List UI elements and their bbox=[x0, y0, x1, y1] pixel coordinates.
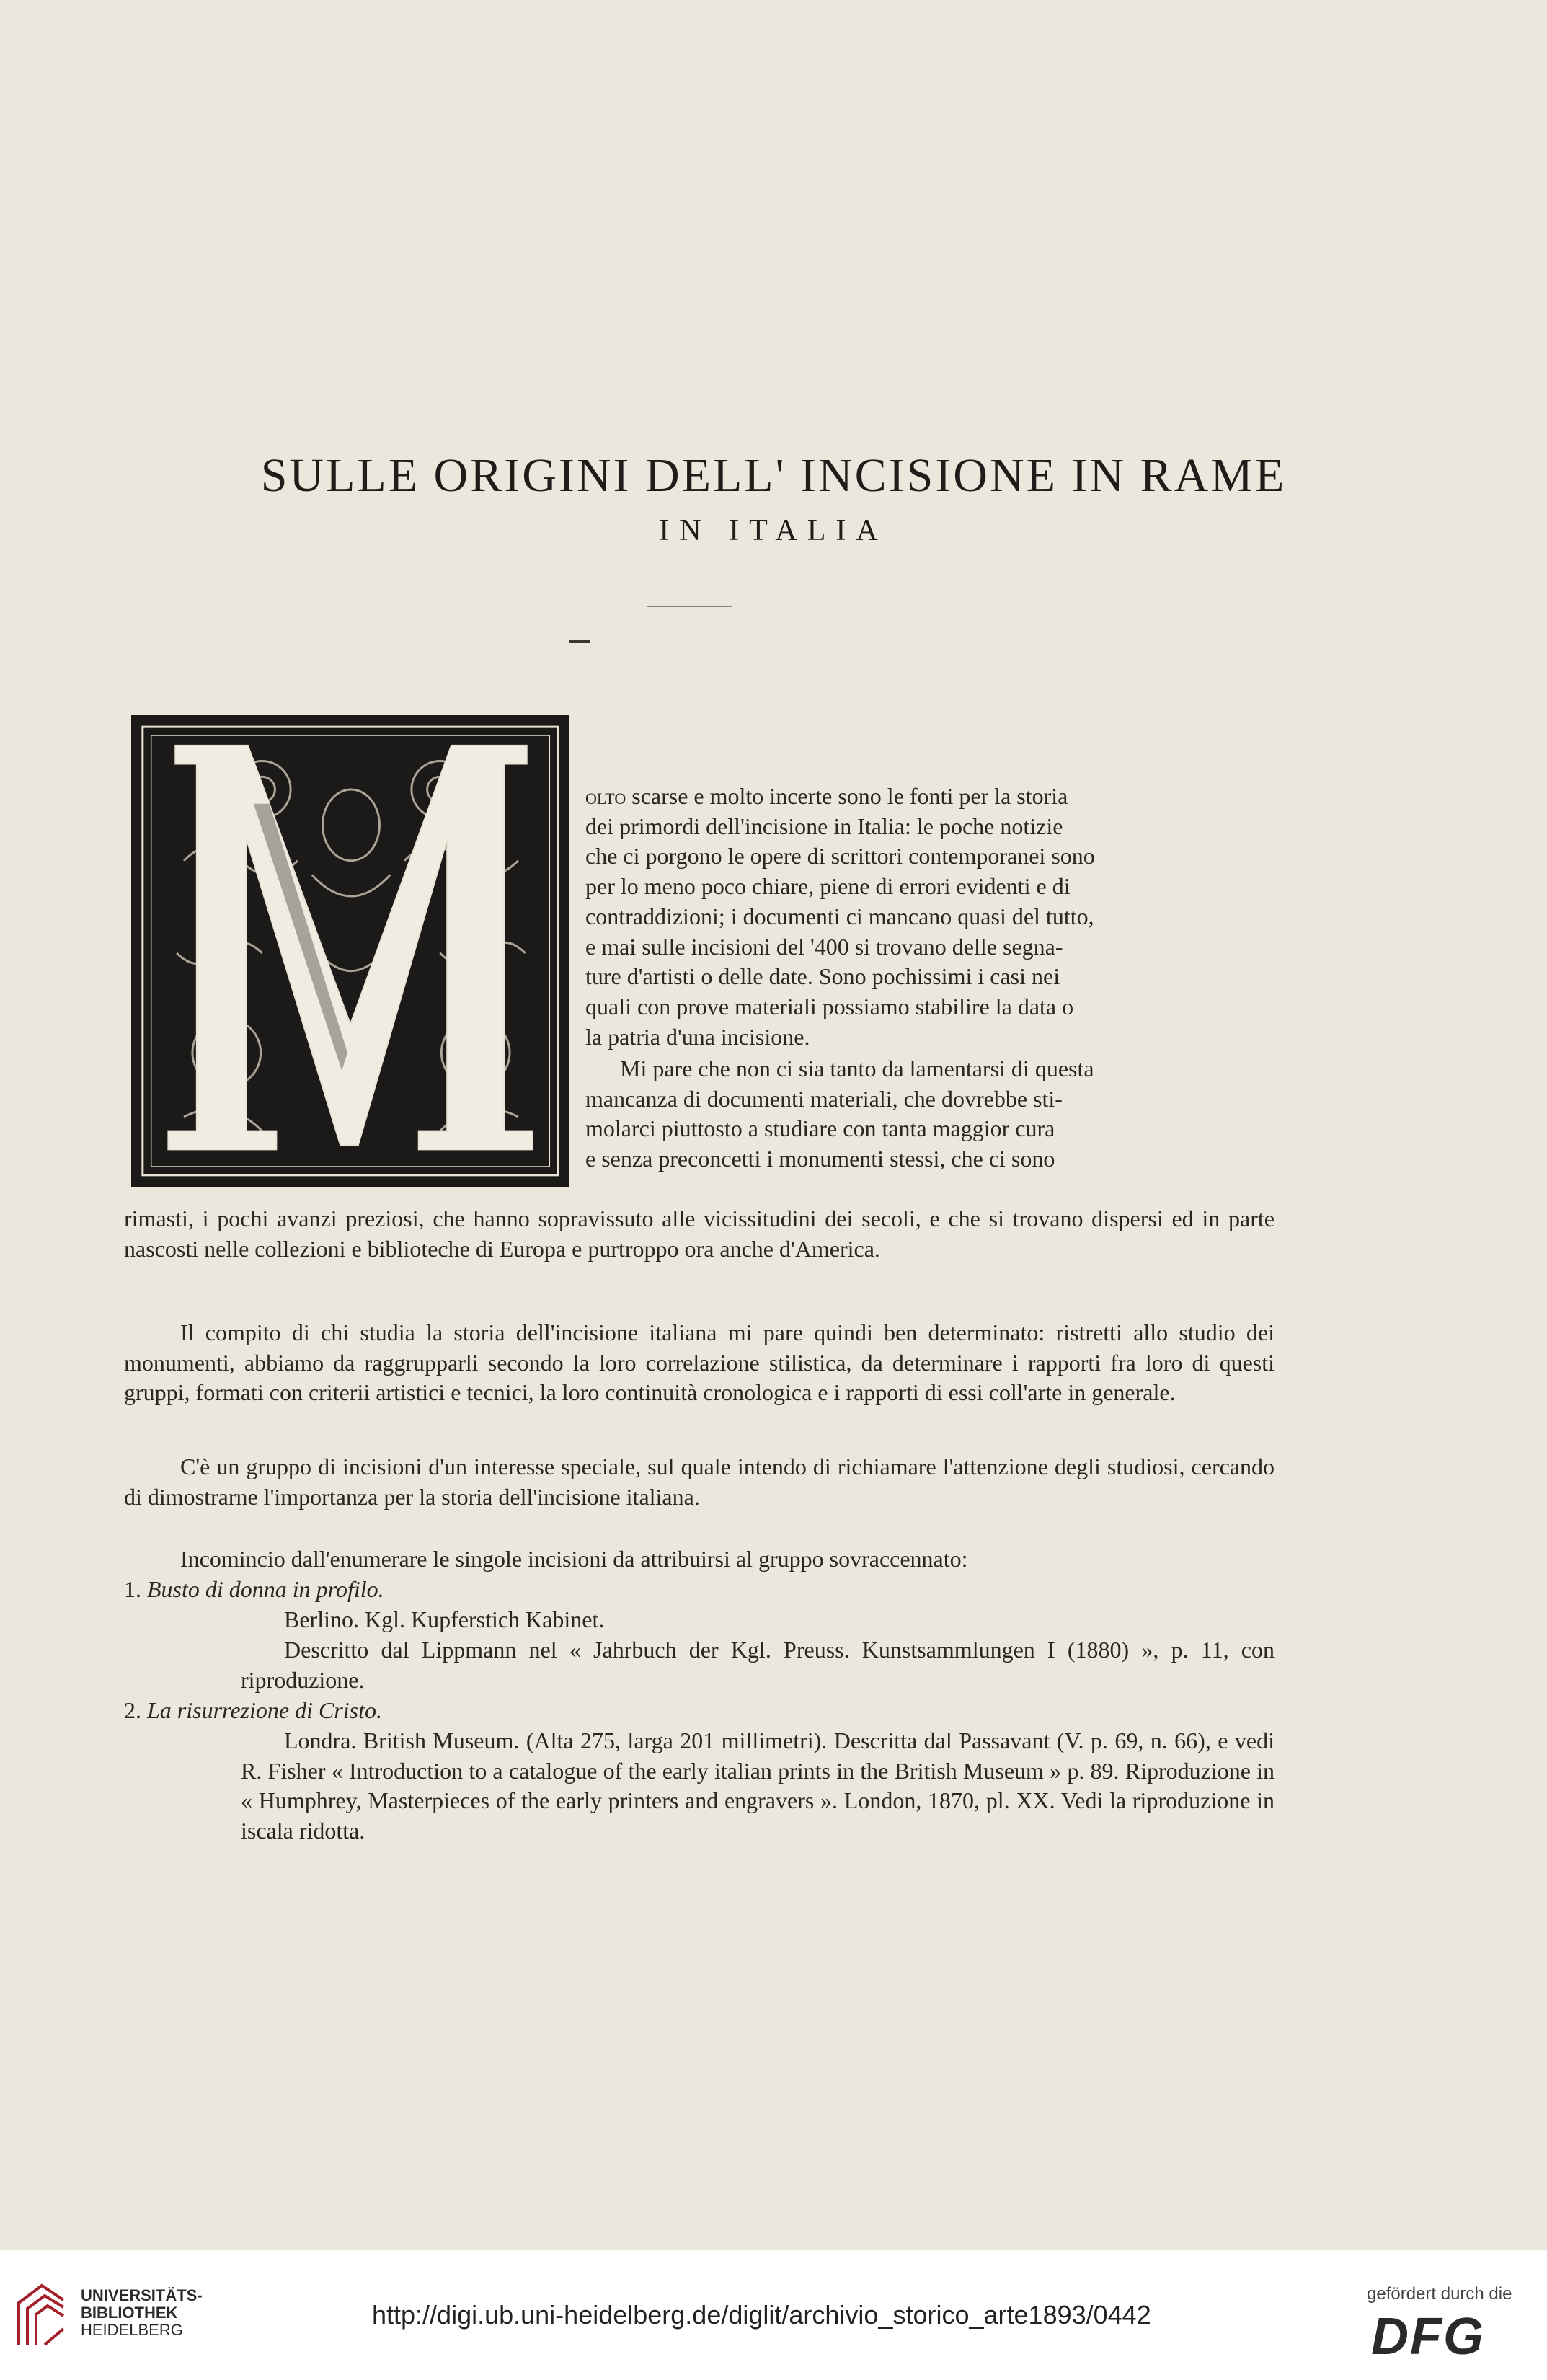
para2-line-4: e senza preconcetti i monumenti stessi, che ci sono bbox=[585, 1146, 1055, 1172]
intro-line-1-text: scarse e molto incerte sono le fonti per la storia bbox=[631, 783, 1068, 809]
intro-paragraph bbox=[585, 782, 1275, 1052]
dfg-logo: DFG bbox=[1371, 2308, 1485, 2366]
entry-2-heading bbox=[124, 1696, 1275, 1726]
paragraph-3: Il compito di chi studia la storia dell'incisione italiana mi pare quindi ben determinato: ristretti allo studio dei monumenti, abbiamo da raggrupparli secondo la loro correlazione stilistica, da determinare i rapporti fra loro di questi gruppi, formati con criterii artistici e tecnici, la loro continuità cronologica e i rapporti di essi coll'arte in generale. bbox=[124, 1319, 1275, 1406]
intro-line-7: ture d'artisti o delle date. Sono pochissimi i casi nei bbox=[585, 963, 1060, 990]
article-title: SULLE ORIGINI DELL' INCISIONE IN RAME bbox=[260, 449, 1287, 503]
paragraph-2-beside-initial bbox=[585, 1054, 1275, 1174]
para2-line-1: Mi pare che non ci sia tanto da lamentarsi di questa bbox=[620, 1056, 1094, 1081]
ornament-dash bbox=[569, 640, 590, 643]
title-rule bbox=[647, 606, 732, 607]
library-logo-icon bbox=[13, 2278, 69, 2350]
intro-line-2: dei primordi dell'incisione in Italia: le poche notizie bbox=[585, 813, 1063, 839]
intro-line-9: la patria d'una incisione. bbox=[585, 1023, 810, 1050]
entry-1-heading bbox=[124, 1575, 1275, 1605]
intro-line-8: quali con prove materiali possiamo stabilire la data o bbox=[585, 993, 1074, 1019]
entry-2-description: Londra. British Museum. (Alta 275, larga 201 millimetri). Descritta dal Passavant (V. p. 69, n. 66), e vedi R. Fisher « Introduction to a catalogue of the early italian prints in the British Museum » p. 89. Riproduzione in « Humphrey, Masterpieces of the early printers and engravers ». London, 1870, pl. XX. Vedi la riproduzione in iscala ridotta. bbox=[241, 1728, 1275, 1844]
entry-title: Busto di donna in profilo. bbox=[147, 1576, 384, 1602]
decorated-initial bbox=[131, 715, 569, 1187]
entry-number: 2. bbox=[124, 1697, 141, 1723]
paragraph-4: C'è un gruppo di incisioni d'un interesse speciale, sul quale intendo di richiamare l'attenzione degli studiosi, cercando di dimostrarne l'importanza per la storia dell'incisione italiana. bbox=[124, 1454, 1275, 1510]
intro-line-4: per lo meno poco chiare, piene di errori evidenti e di bbox=[585, 873, 1071, 900]
entry-number: 1. bbox=[124, 1576, 141, 1602]
article-subtitle: IN ITALIA bbox=[659, 514, 888, 547]
intro-line-5: contraddizioni; i documenti ci mancano quasi del tutto, bbox=[585, 903, 1094, 929]
library-name bbox=[81, 2287, 203, 2339]
intro-first-word: olto bbox=[585, 783, 626, 809]
intro-line-6: e mai sulle incisioni del '400 si trovano delle segna- bbox=[585, 933, 1063, 960]
entry-title: La risurrezione di Cristo. bbox=[147, 1697, 382, 1723]
para2-line-2: mancanza di documenti materiali, che dovrebbe sti- bbox=[585, 1085, 1063, 1112]
paragraph-5: Incomincio dall'enumerare le singole incisioni da attribuirsi al gruppo sovraccennato: bbox=[180, 1546, 968, 1572]
intro-line-3: che ci porgono le opere di scrittori contemporanei sono bbox=[585, 843, 1095, 870]
intro-line-1 bbox=[585, 782, 1275, 812]
para2-line-3: molarci piuttosto a studiare con tanta maggior cura bbox=[585, 1115, 1055, 1142]
entry-1-location: Berlino. Kgl. Kupferstich Kabinet. bbox=[284, 1606, 605, 1632]
library-name-line-3: HEIDELBERG bbox=[81, 2321, 183, 2339]
initial-m-illustration bbox=[134, 718, 567, 1184]
library-name-line-2: BIBLIOTHEK bbox=[81, 2304, 178, 2322]
funded-by-label: gefördert durch die bbox=[1367, 2284, 1512, 2304]
entry-1-description: Descritto dal Lippmann nel « Jahrbuch der Kgl. Preuss. Kunstsammlungen I (1880) », p. 11, con riproduzione. bbox=[241, 1637, 1275, 1693]
permalink-url[interactable]: http://digi.ub.uni-heidelberg.de/diglit/archivio_storico_arte1893/0442 bbox=[372, 2300, 1151, 2330]
paragraph-2-continuation: rimasti, i pochi avanzi preziosi, che hanno sopravissuto alle vicissitudini dei secoli, e che si trovano dispersi ed in parte nascosti nelle collezioni e biblioteche di Europa e purtroppo ora anche d'America. bbox=[124, 1206, 1275, 1262]
library-name-line-1: UNIVERSITÄTS- bbox=[81, 2286, 203, 2304]
digitization-footer bbox=[0, 2250, 1547, 2380]
